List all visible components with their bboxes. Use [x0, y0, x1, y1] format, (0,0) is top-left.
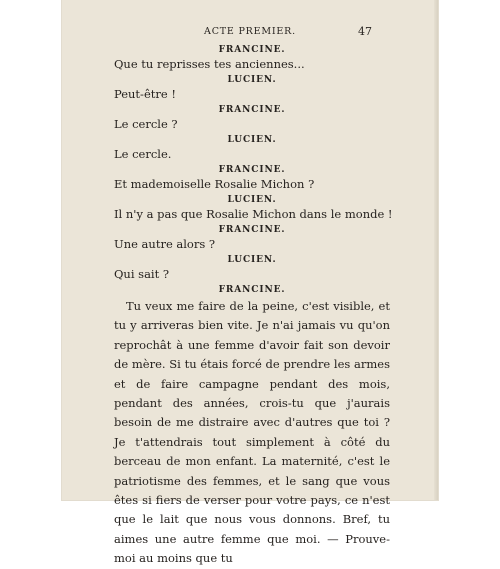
page-header — [62, 26, 438, 42]
dialogue-line: Le cercle ? — [114, 117, 178, 131]
dialogue-line: Que tu reprisses tes anciennes... — [114, 57, 305, 71]
page-body — [114, 44, 393, 569]
dialogue-line: Le cercle. — [114, 147, 172, 161]
page-number: 47 — [358, 25, 372, 38]
speaker-name: FRANCINE. — [218, 225, 286, 235]
speaker-name: LUCIEN. — [227, 135, 277, 145]
dialogue-line: Et mademoiselle Rosalie Michon ? — [114, 177, 315, 191]
speaker-name: LUCIEN. — [227, 195, 277, 205]
book-page — [62, 0, 438, 566]
speaker-name: LUCIEN. — [227, 75, 277, 85]
dialogue-line: Peut-être ! — [114, 87, 176, 101]
dialogue-line: Qui sait ? — [114, 267, 170, 281]
speaker-name: FRANCINE. — [218, 165, 286, 175]
running-head: ACTE PREMIER. — [204, 26, 296, 37]
speaker-name: FRANCINE. — [218, 285, 286, 295]
speaker-name: LUCIEN. — [227, 255, 277, 265]
page-edge — [434, 0, 438, 500]
speech-paragraph: Tu veux me faire de la peine, c'est visible, et tu y arriveras bien vite. Je n'ai jamais vu qu'on reprochât à une femme d'avoir fait son devoir de mère. Si tu étais forcé de prendre les armes et de faire campagne pendant des mois, pendant des années, crois-tu que j'aurais besoin de me distraire avec d'autres que toi ? Je t'attendrais tout simplement à côté du berceau de mon enfant. La maternité, c'est le patriotisme des femmes, et le sang que vous êtes si fiers de verser pour votre pays, ce n'est que le lait que nous vous donnons. Bref, tu aimes une autre femme que moi. — Prouve-moi au moins que tu — [114, 299, 390, 566]
dialogue-line: Une autre alors ? — [114, 237, 216, 251]
speaker-name: FRANCINE. — [218, 105, 286, 115]
dialogue-line: Il n'y a pas que Rosalie Michon dans le monde ! — [114, 207, 393, 221]
speaker-name: FRANCINE. — [218, 45, 286, 55]
